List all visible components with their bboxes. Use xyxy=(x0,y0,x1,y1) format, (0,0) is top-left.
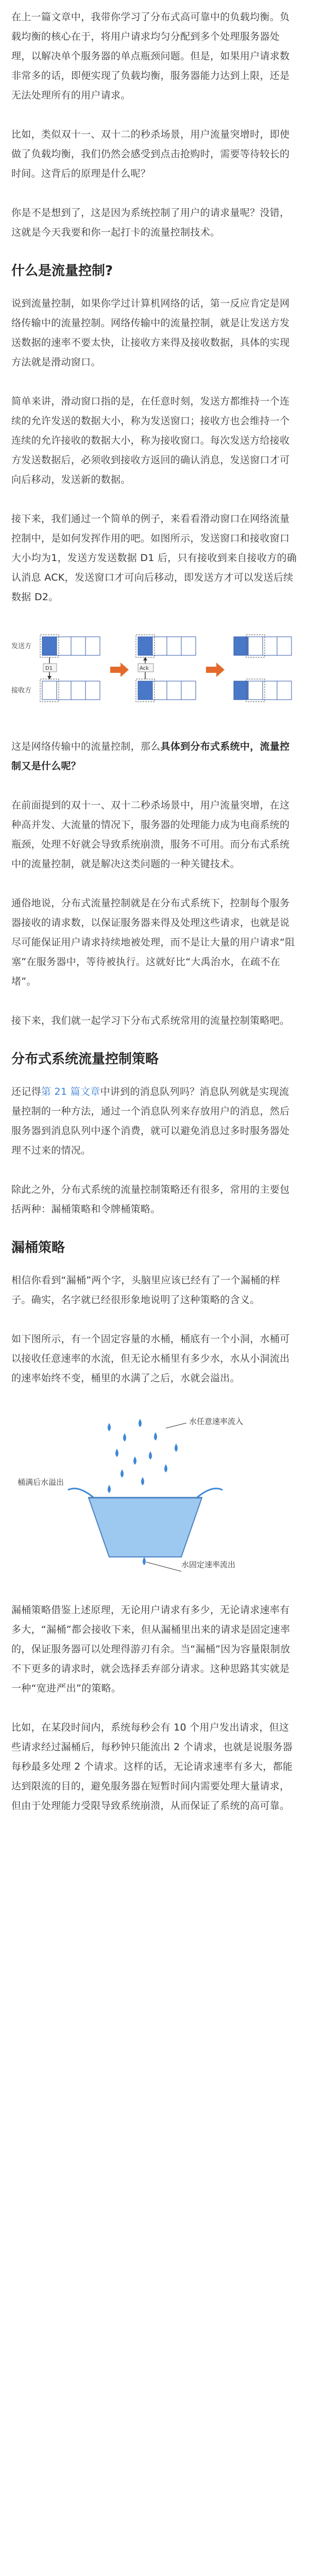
article-21-link[interactable]: 第 21 篇文章 xyxy=(41,1086,100,1097)
window-stage-1 xyxy=(40,635,100,702)
distributed-paragraph-2: 通俗地说，分布式流量控制就是在分布式系统下，控制每个服务器接收的请求数，以保证服务器来得及处理这些请求，也就是说尽可能保证用户请求持续地被处理，而不是让大量的用户请求“阻塞”在服务器中，等待被执行。这就好比“大禹治水，在疏不在堵”。 xyxy=(11,897,295,987)
question-lead: 这是网络传输中的流量控制，那么 xyxy=(11,741,161,752)
window-stage-2 xyxy=(136,635,196,702)
strategies-paragraph-1 xyxy=(11,1082,298,1160)
leaky-bucket-paragraph-1: 相信你看到“漏桶”两个字，头脑里应该已经有了一个漏桶的样子。确实，名字就已经很形象地说明了这种策略的含义。 xyxy=(11,1275,281,1306)
flow-control-paragraph-1: 说到流量控制，如果你学过计算机网络的话，第一反应肯定是网络传输中的流量控制。网络传输中的流量控制，就是让发送方发送数据的速率不要太快，让接收方来得及接收数据，具体的实现方法就是滑动窗口。 xyxy=(11,298,290,368)
water-drops xyxy=(108,1419,178,1493)
flow-control-paragraph-2: 简单来讲，滑动窗口指的是，在任意时刻，发送方都维持一个连续的允许发送的数据大小，称为发送窗口；接收方也会维持一个连续的允许接收的数据大小，称为接收窗口。每次发送方给接收方发送数据后，必须收到接收方返回的确认消息，发送窗口才可向后移动，发送新的数据。 xyxy=(11,396,290,485)
distributed-paragraph-1: 在前面提到的双十一、双十二秒杀场景中，用户流量突增，在这种高并发、大流量的情况下，服务器的处理能力成为电商系统的瓶颈，处理不好就会导致系统崩溃，服务不可用。而分布式系统中的流量控制，就是解决这类问题的一种关键技术。 xyxy=(11,800,290,870)
intro-paragraph-2: 比如，类似双十一、双十二的秒杀场景，用户流量突增时，即使做了负载均衡，我们仍然会感受到点击抢购时，需要等待较长的时间。这背后的原理是什么呢？ xyxy=(11,129,290,179)
progress-arrow-icon xyxy=(110,663,129,677)
outflow-label: 水固定速率流出 xyxy=(181,1560,236,1569)
strategies-lead: 还记得 xyxy=(11,1086,41,1097)
section-heading-leaky-bucket: 漏桶策略 xyxy=(11,1240,65,1256)
section-heading-strategies: 分布式系统流量控制策略 xyxy=(11,1052,159,1067)
inflow-label: 水任意速率流入 xyxy=(189,1417,244,1426)
intro-paragraph-3: 你是不是想到了，这是因为系统控制了用户的请求量呢？没错，这就是今天我要和你一起打卡的流量控制技术。 xyxy=(11,207,290,238)
flow-control-paragraph-3: 接下来，我们通过一个简单的例子，来看看滑动窗口在网络流量控制中，是如何发挥作用的吧。如图所示，发送窗口和接收窗口大小均为1，发送方发送数据 D1 后，只有接收到来自接收方的确认消息 ACK，发送窗口才可向后移动，即发送方才可以发送后续数据 D2。 xyxy=(11,513,297,603)
leaky-bucket-paragraph-3: 漏桶策略借鉴上述原理，无论用户请求有多少，无论请求速率有多大，“漏桶”都会接收下来，但从漏桶里出来的请求是固定速率的，保证服务器可以处理得游刃有余。当“漏桶”因为容量限制放不下更多的请求时，就会选择丢弃部分请求。这种思路其实就是一种“宽进严出”的策略。 xyxy=(11,1604,290,1694)
sliding-window-figure xyxy=(11,626,298,714)
strategies-tail: 中讲到的消息队列吗？消息队列就是实现流量控制的一种方法，通过一个消息队列来存放用户的消息，然后服务器到消息队列中逐个消费，就可以避免消息过多时服务器处理不过来的情况。 xyxy=(11,1086,290,1156)
strategies-paragraph-2: 除此之外，分布式系统的流量控制策略还有很多，常用的主要包括两种：漏桶策略和令牌桶策略。 xyxy=(11,1184,290,1215)
leaky-bucket-paragraph-4: 比如，在某段时间内，系统每秒会有 10 个用户发出请求，但这些请求经过漏桶后，每秒钟只能流出 2 个请求，也就是说服务器每秒最多处理 2 个请求。这样的话，无论请求速率有多大，都能达到限流的目的，避免服务器在短暂时间内需要处理大量请求，但由于处理能力受限导致系统崩溃，从而保证了系统的高可靠。 xyxy=(11,1722,293,1811)
distributed-paragraph-3: 接下来，我们就一起学习下分布式系统常用的流量控制策略吧。 xyxy=(11,1015,290,1026)
leaky-bucket-paragraph-2: 如下图所示，有一个固定容量的水桶，桶底有一个小洞，水桶可以接收任意速率的水流，但无论水桶里有多少水，水从小洞流出的速率始终不变，桶里的水满了之后，水就会溢出。 xyxy=(11,1333,290,1384)
outflow-drop-icon xyxy=(143,1557,146,1565)
overflow-label: 桶满后水溢出 xyxy=(18,1478,64,1487)
section-heading-flow-control: 什么是流量控制? xyxy=(11,263,113,279)
intro-paragraph-1: 在上一篇文章中，我带你学习了分布式高可靠中的负载均衡。负载均衡的核心在于，将用户请求均匀分配到多个处理服务器处理，以解决单个服务器的单点瓶颈问题。但是，如果用户请求数非常多的话，即便实现了负载均衡，服务器能力达到上限，还是无法处理所有的用户请求。 xyxy=(11,11,290,101)
question-emphasis: 具体到分布式系统中，流量控制又是什么呢？ xyxy=(11,741,290,772)
packet-d1-label: D1 xyxy=(45,666,53,671)
sliding-window-diagram xyxy=(11,626,298,716)
distributed-flow-question xyxy=(11,737,298,776)
sender-label: 发送方 xyxy=(11,642,32,650)
leaky-bucket-figure xyxy=(11,1408,298,1578)
window-stage-3 xyxy=(234,635,291,702)
leaky-bucket-diagram xyxy=(11,1408,298,1580)
progress-arrow-icon xyxy=(206,663,225,677)
ack-label: Ack xyxy=(140,666,149,671)
bucket-icon xyxy=(89,1498,202,1557)
receiver-label: 接收方 xyxy=(11,687,32,694)
